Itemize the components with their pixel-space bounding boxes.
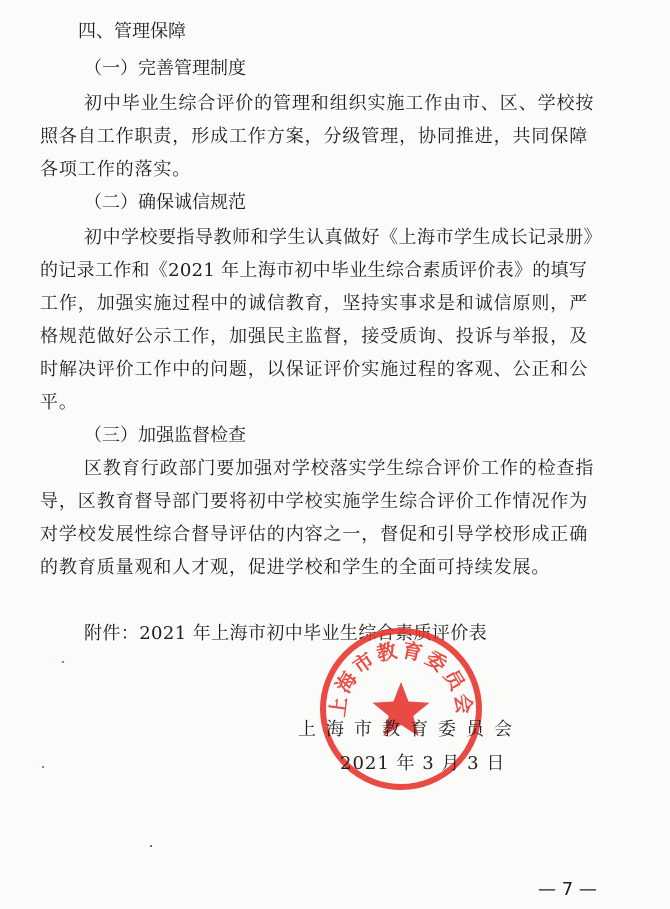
paragraph-2-line-4: 格规范做好公示工作，加强民主监督，接受质询、投诉与举报，及: [40, 326, 589, 347]
paragraph-3-line-4: 的教育质量观和人才观，促进学校和学生的全面可持续发展。: [40, 557, 551, 578]
speck: [62, 661, 64, 663]
subheading-2: （二）确保诚信规范: [84, 192, 246, 213]
paragraph-2-line-6: 平。: [40, 392, 78, 413]
paragraph-1-line-2: 照各自工作职责，形成工作方案，分级管理，协同推进，共同保障: [40, 126, 589, 147]
paragraph-2-line-3: 工作，加强实施过程中的诚信教育，坚持实事求是和诚信原则，严: [40, 293, 589, 314]
speck: [150, 845, 152, 847]
section-heading: 四、管理保障: [78, 21, 186, 42]
attachment-note: 附件：2021 年上海市初中毕业生综合素质评价表: [84, 623, 488, 644]
signing-organization: 上海市教育委员会: [298, 719, 522, 740]
paragraph-3-line-3: 对学校发展性综合督导评估的内容之一，督促和引导学校形成正确: [40, 524, 589, 545]
subheading-1: （一）完善管理制度: [84, 58, 246, 79]
paragraph-2-line-5: 时解决评价工作中的问题，以保证评价实施过程的客观、公正和公: [40, 359, 589, 380]
paragraph-2-line-2: 的记录工作和《2021 年上海市初中毕业生综合素质评价表》的填写: [40, 260, 588, 281]
page-number: — 7 —: [538, 879, 597, 900]
paragraph-1-line-1: 初中毕业生综合评价的管理和组织实施工作由市、区、学校按: [84, 93, 595, 114]
speck: [42, 766, 44, 768]
paragraph-2-line-1: 初中学校要指导教师和学生认真做好《上海市学生成长记录册》: [84, 227, 602, 248]
paragraph-1-line-3: 各项工作的落实。: [40, 159, 192, 180]
svg-text:上海市教育委员会: 上海市教育委员会: [325, 637, 477, 719]
paragraph-3-line-1: 区教育行政部门要加强对学校落实学生综合评价工作的检查指: [84, 458, 595, 479]
paragraph-3-line-2: 导，区教育督导部门要将初中学校实施学生综合评价工作情况作为: [40, 491, 589, 512]
signing-date: 2021 年 3 月 3 日: [340, 753, 506, 774]
subheading-3: （三）加强监督检查: [84, 425, 246, 446]
